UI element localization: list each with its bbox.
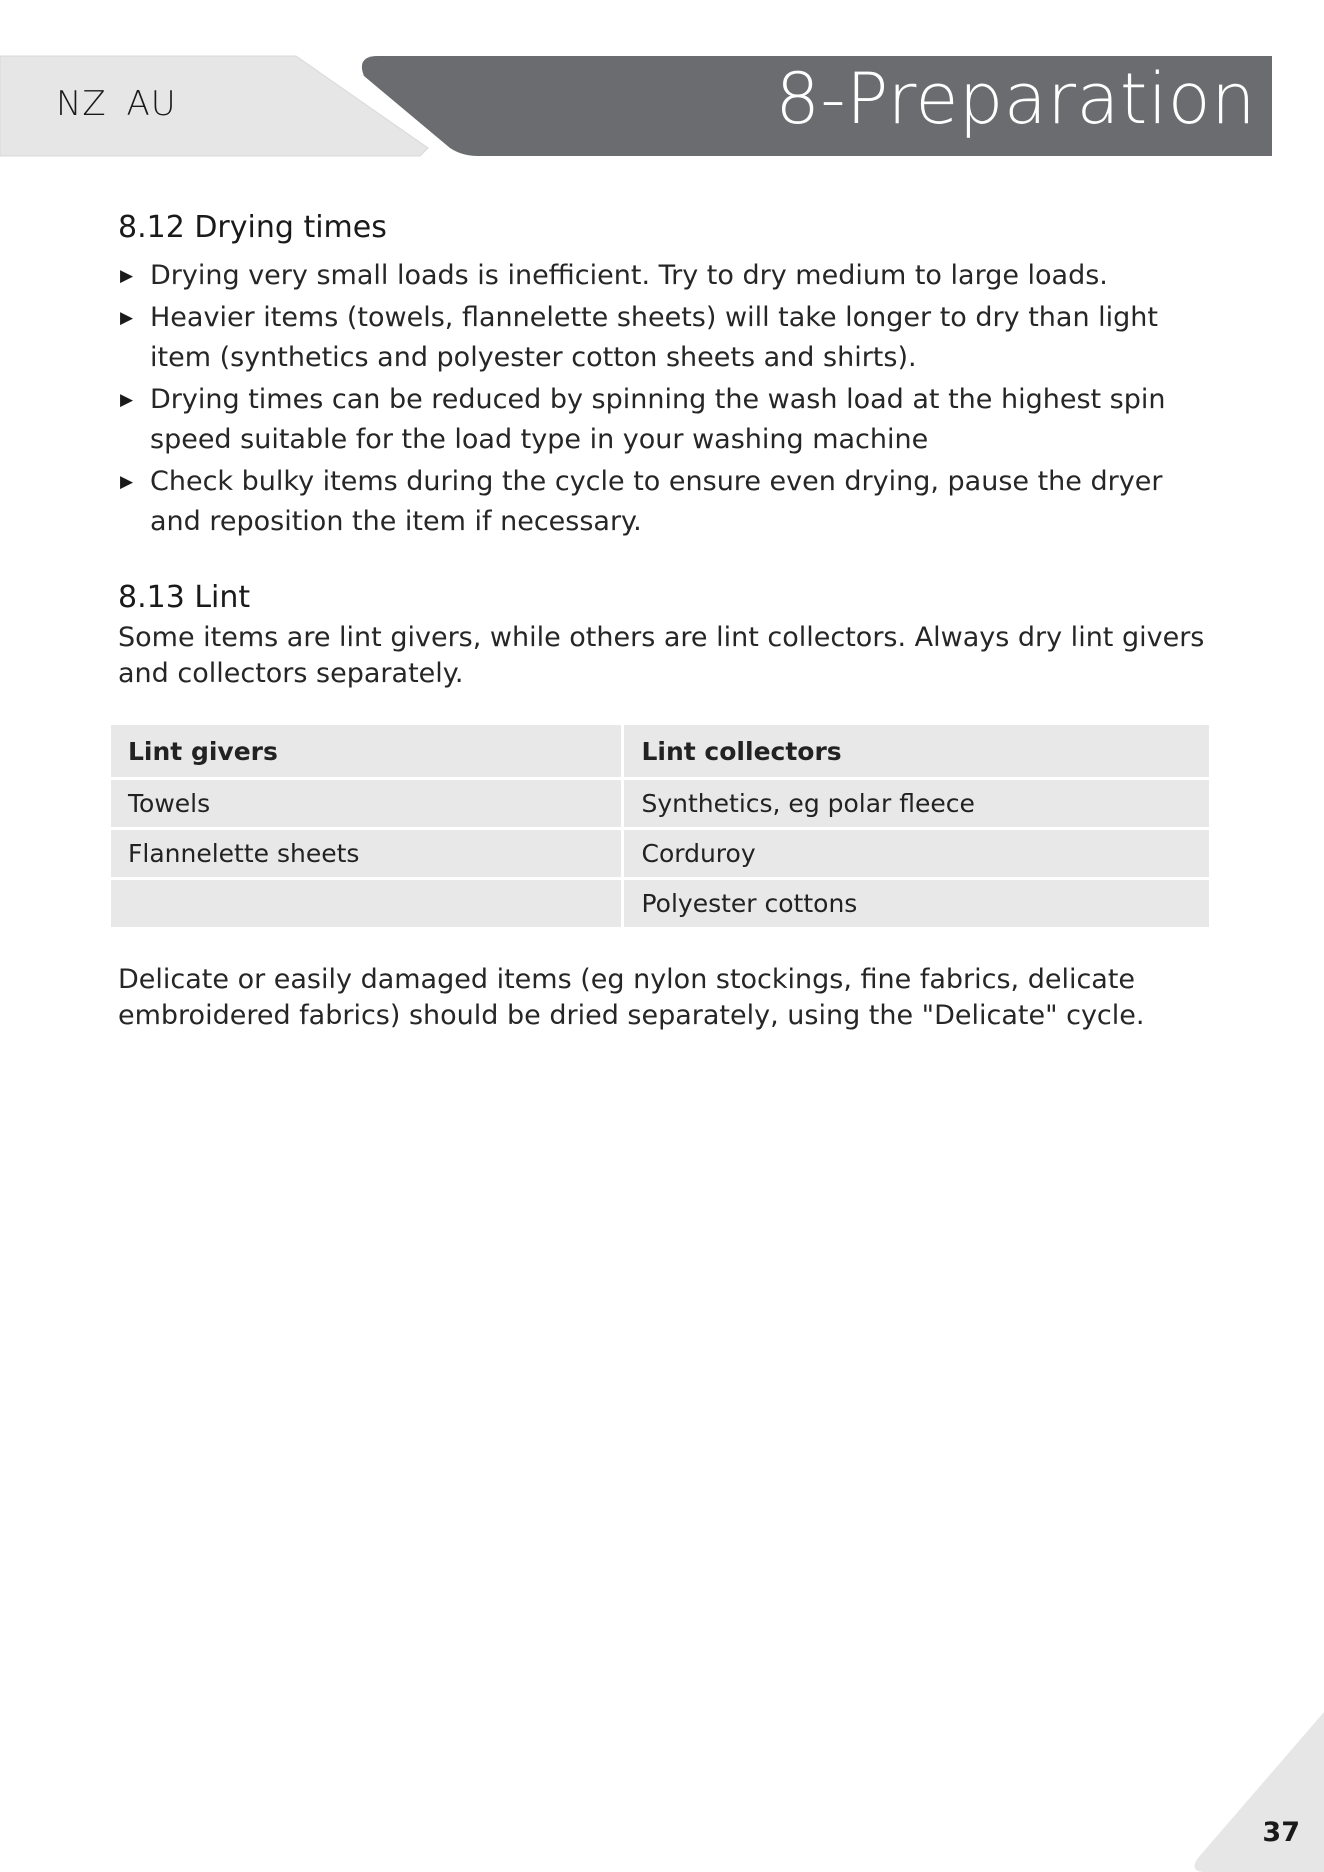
- delicate-items-paragraph: Delicate or easily damaged items (eg nylon stockings, fine fabrics, delicate embroidered fabrics) should be dried separately, using the "Delicate" cycle.: [118, 964, 1145, 1031]
- table-cell: Corduroy: [623, 829, 1211, 879]
- list-item: [118, 462, 1218, 542]
- triangle-bullet-icon: ▶: [120, 266, 134, 286]
- list-item: [118, 256, 1218, 296]
- triangle-bullet-icon: ▶: [120, 308, 134, 328]
- chapter-title: 8-Preparation: [775, 58, 1256, 140]
- list-item-text: Drying times can be reduced by spinning the wash load at the highest spin speed suitable for the load type in your washing machine: [150, 384, 1166, 455]
- list-item: [118, 380, 1218, 460]
- triangle-bullet-icon: ▶: [120, 472, 134, 492]
- table-cell: Synthetics, eg polar fleece: [623, 779, 1211, 829]
- column-header-lint-givers: Lint givers: [110, 724, 623, 779]
- lint-section: [118, 576, 1218, 1034]
- list-item-text: Check bulky items during the cycle to ensure even drying, pause the dryer and reposition the item if necessary.: [150, 466, 1163, 537]
- table-cell: Towels: [110, 779, 623, 829]
- drying-tips-list: [118, 256, 1218, 542]
- table-row: [110, 879, 1211, 929]
- table-row: [110, 829, 1211, 879]
- list-item-text: Drying very small loads is inefficient. Try to dry medium to large loads.: [150, 260, 1108, 291]
- table-cell: Flannelette sheets: [110, 829, 623, 879]
- table-row: [110, 779, 1211, 829]
- region-label: NZ AU: [56, 84, 177, 124]
- page-number: 37: [1262, 1817, 1300, 1848]
- lint-intro-paragraph: Some items are lint givers, while others are lint collectors. Always dry lint givers and collectors separately.: [118, 622, 1205, 689]
- page-corner-triangle: [1184, 1712, 1324, 1872]
- section-heading-drying-times: 8.12 Drying times: [118, 210, 387, 245]
- triangle-bullet-icon: ▶: [120, 390, 134, 410]
- main-content: [118, 206, 1218, 1034]
- table-header-row: [110, 724, 1211, 779]
- list-item-text: Heavier items (towels, flannelette sheets) will take longer to dry than light item (synthetics and polyester cotton sheets and shirts).: [150, 302, 1158, 373]
- column-header-lint-collectors: Lint collectors: [623, 724, 1211, 779]
- section-heading-lint: 8.13 Lint: [118, 580, 251, 615]
- lint-table: [108, 722, 1212, 930]
- list-item: [118, 298, 1218, 378]
- table-cell: Polyester cottons: [623, 879, 1211, 929]
- table-cell: [110, 879, 623, 929]
